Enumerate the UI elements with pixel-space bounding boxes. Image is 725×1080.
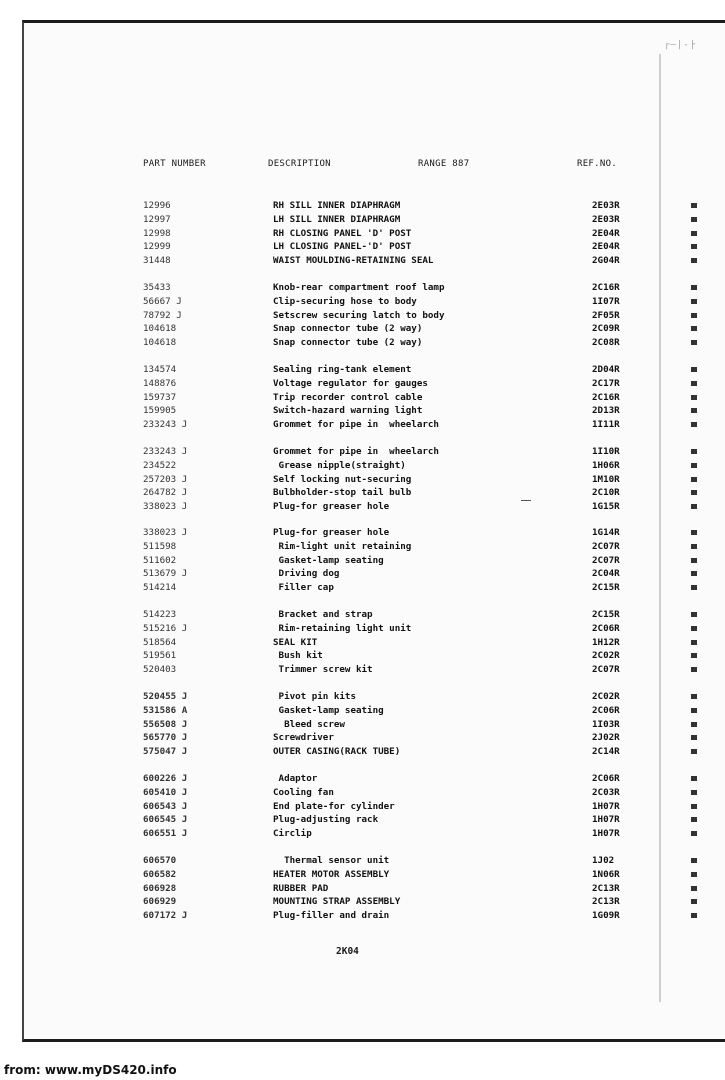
part-number: 511602 — [143, 554, 177, 566]
part-description: Gasket-lamp seating — [273, 554, 384, 566]
ref-number: 1I07R — [592, 295, 620, 307]
stray-mark — [521, 500, 531, 501]
part-number: 565770 J — [143, 732, 188, 744]
ref-number: 2C02R — [592, 650, 620, 662]
adjacent-page-mark — [691, 463, 697, 468]
part-number: 31448 — [143, 255, 171, 266]
part-number: 514214 — [143, 582, 177, 593]
adjacent-page-mark — [691, 258, 697, 263]
part-number: 159737 — [143, 391, 177, 403]
adjacent-page-mark — [691, 381, 697, 386]
adjacent-page-mark — [691, 694, 697, 699]
part-description: Thermal sensor unit — [273, 855, 390, 866]
part-description: Knob-rear compartment roof lamp — [273, 282, 445, 293]
adjacent-page-mark — [691, 913, 697, 918]
ref-number: 1I11R — [592, 419, 620, 430]
ref-number-column — [592, 690, 652, 759]
part-number: 12998 — [143, 227, 171, 239]
part-number: 606570 — [143, 855, 177, 866]
ref-number: 2E03R — [592, 200, 620, 211]
ref-number: 2C08R — [592, 337, 620, 348]
part-number-column — [143, 363, 253, 432]
part-number: 12996 — [143, 200, 171, 211]
ref-number: 1G09R — [592, 910, 620, 921]
part-number: 104618 — [143, 337, 177, 348]
ref-number: 2C07R — [592, 554, 620, 566]
part-number: 556508 J — [143, 718, 188, 730]
adjacent-page-mark — [691, 340, 697, 345]
ref-number: 2C06R — [592, 773, 620, 784]
part-description: RUBBER PAD — [273, 882, 329, 894]
adjacent-page-mark — [691, 504, 697, 509]
ref-number: 2E04R — [592, 241, 620, 253]
part-number: 159905 — [143, 405, 177, 417]
part-description: Bulbholder-stop tail bulb — [273, 487, 412, 499]
adjacent-page-mark — [691, 217, 697, 222]
part-description: Bleed screw — [273, 718, 345, 730]
adjacent-page-mark — [691, 899, 697, 904]
part-number: 257203 J — [143, 473, 188, 485]
ref-number: 2C06R — [592, 704, 620, 716]
part-description: Trip recorder control cable — [273, 391, 423, 403]
adjacent-page-mark — [691, 313, 697, 318]
adjacent-page-mark — [691, 203, 697, 208]
ref-number: 2C16R — [592, 391, 620, 403]
part-description: LH CLOSING PANEL-'D' POST — [273, 241, 412, 253]
part-description: Trimmer screw kit — [273, 664, 373, 675]
part-description: Screwdriver — [273, 732, 334, 744]
adjacent-page-mark — [691, 285, 697, 290]
ref-number-column — [592, 526, 652, 595]
ref-number: 1H06R — [592, 459, 620, 471]
ref-number: 2C03R — [592, 786, 620, 798]
part-description: HEATER MOTOR ASSEMBLY — [273, 868, 390, 880]
part-description: Filler cap — [273, 582, 334, 593]
part-description-column — [273, 445, 518, 514]
part-number: 600226 J — [143, 773, 188, 784]
part-description: Snap connector tube (2 way) — [273, 323, 423, 335]
adjacent-page-mark — [691, 749, 697, 754]
part-description-column — [273, 608, 518, 677]
adjacent-page-mark — [691, 326, 697, 331]
part-number: 35433 — [143, 282, 171, 293]
part-description: SEAL KIT — [273, 636, 318, 648]
part-number: 515216 J — [143, 622, 188, 634]
part-number-column — [143, 281, 253, 350]
part-description: Clip-securing hose to body — [273, 295, 417, 307]
part-description: OUTER CASING(RACK TUBE) — [273, 746, 401, 757]
ref-number: 2F05R — [592, 309, 620, 321]
part-number-column — [143, 199, 253, 268]
part-number: 519561 — [143, 650, 177, 662]
ref-number-column — [592, 363, 652, 432]
part-description: MOUNTING STRAP ASSEMBLY — [273, 896, 401, 908]
part-number: 606543 J — [143, 800, 188, 812]
ref-number: 2C07R — [592, 540, 620, 552]
adjacent-page-mark — [691, 790, 697, 795]
page-fold-edge — [659, 54, 661, 1002]
ref-number: 2E04R — [592, 227, 620, 239]
ref-number: 2C04R — [592, 568, 620, 580]
part-number: 56667 J — [143, 295, 182, 307]
part-number: 148876 — [143, 377, 177, 389]
part-number: 12999 — [143, 241, 171, 253]
adjacent-page-mark — [691, 367, 697, 372]
ref-number-column — [592, 445, 652, 514]
adjacent-page-mark — [691, 886, 697, 891]
ref-number: 1I10R — [592, 446, 620, 457]
part-number: 233243 J — [143, 419, 188, 430]
part-description: RH SILL INNER DIAPHRAGM — [273, 200, 401, 211]
part-number-column — [143, 854, 253, 923]
adjacent-page-mark — [691, 477, 697, 482]
part-number: 513679 J — [143, 568, 188, 580]
ref-number: 2C02R — [592, 691, 620, 702]
adjacent-page-mark — [691, 530, 697, 535]
ref-number: 1I03R — [592, 718, 620, 730]
adjacent-page-mark — [691, 422, 697, 427]
part-number-column — [143, 608, 253, 677]
part-description: LH SILL INNER DIAPHRAGM — [273, 213, 401, 225]
part-number: 518564 — [143, 636, 177, 648]
adjacent-page-mark — [691, 667, 697, 672]
header-ref-no: REF.NO. — [577, 159, 618, 169]
part-description: Grease nipple(straight) — [273, 459, 406, 471]
header-description: DESCRIPTION — [268, 159, 331, 169]
part-number: 234522 — [143, 459, 177, 471]
ref-number: 2C14R — [592, 746, 620, 757]
page-number: 2K04 — [336, 946, 359, 957]
part-number-column — [143, 690, 253, 759]
ref-number: 2C07R — [592, 664, 620, 675]
part-description: Voltage regulator for gauges — [273, 377, 428, 389]
part-number-column — [143, 445, 253, 514]
adjacent-page-mark — [691, 804, 697, 809]
adjacent-page-mark — [691, 585, 697, 590]
ref-number-column — [592, 281, 652, 350]
part-number: 606545 J — [143, 814, 188, 826]
part-description: Adaptor — [273, 773, 318, 784]
adjacent-page-mark — [691, 231, 697, 236]
part-description: Switch-hazard warning light — [273, 405, 423, 417]
adjacent-page-mark — [691, 612, 697, 617]
ref-number-column — [592, 772, 652, 841]
adjacent-page-mark — [691, 244, 697, 249]
part-description: Grommet for pipe in wheelarch — [273, 446, 439, 457]
part-description: Driving dog — [273, 568, 340, 580]
adjacent-page-mark — [691, 449, 697, 454]
ref-number: 2J02R — [592, 732, 620, 744]
part-number: 338023 J — [143, 527, 188, 538]
part-number: 520403 — [143, 664, 177, 675]
ref-number: 2E03R — [592, 213, 620, 225]
source-credit: from: www.myDS420.info — [4, 1063, 177, 1077]
part-number: 531586 A — [143, 704, 188, 716]
part-number: 511598 — [143, 540, 177, 552]
part-description-column — [273, 526, 518, 595]
ref-number: 2C10R — [592, 487, 620, 499]
adjacent-page-mark — [691, 395, 697, 400]
ref-number: 2C15R — [592, 582, 620, 593]
ref-number: 2C15R — [592, 609, 620, 620]
part-number: 514223 — [143, 609, 177, 620]
adjacent-page-mark — [691, 490, 697, 495]
adjacent-page-mark — [691, 776, 697, 781]
ref-number: 1H12R — [592, 636, 620, 648]
part-number: 606582 — [143, 868, 177, 880]
ref-number: 1M10R — [592, 473, 620, 485]
ref-number: 2C16R — [592, 282, 620, 293]
ref-number: 2D13R — [592, 405, 620, 417]
ref-number: 2C13R — [592, 896, 620, 908]
ref-number: 2C06R — [592, 622, 620, 634]
adjacent-page-mark — [691, 653, 697, 658]
part-description-column — [273, 281, 518, 350]
part-description: Plug-for greaser hole — [273, 501, 390, 512]
part-description-column — [273, 690, 518, 759]
adjacent-page-mark — [691, 722, 697, 727]
part-description: Rim-retaining light unit — [273, 622, 412, 634]
adjacent-page-mark — [691, 408, 697, 413]
adjacent-page-mark — [691, 640, 697, 645]
part-description: Bush kit — [273, 650, 323, 662]
part-number: 606929 — [143, 896, 177, 908]
ref-number: 1H07R — [592, 814, 620, 826]
adjacent-page-mark — [691, 708, 697, 713]
part-description-column — [273, 363, 518, 432]
part-description: Self locking nut-securing — [273, 473, 412, 485]
part-description-column — [273, 854, 518, 923]
ref-number: 2C09R — [592, 323, 620, 335]
part-number: 520455 J — [143, 691, 188, 702]
adjacent-page-mark — [691, 299, 697, 304]
part-number: 606551 J — [143, 828, 188, 839]
ref-number: 1N06R — [592, 868, 620, 880]
ref-number: 1G14R — [592, 527, 620, 538]
adjacent-page-mark — [691, 817, 697, 822]
corner-smudge: ┌—│-├ — [664, 40, 697, 50]
part-description: Cooling fan — [273, 786, 334, 798]
part-description-column — [273, 772, 518, 841]
part-description: WAIST MOULDING-RETAINING SEAL — [273, 255, 434, 266]
ref-number-column — [592, 854, 652, 923]
part-description: Pivot pin kits — [273, 691, 356, 702]
part-description: Grommet for pipe in wheelarch — [273, 419, 439, 430]
part-description: Plug-filler and drain — [273, 910, 390, 921]
part-description: Gasket-lamp seating — [273, 704, 384, 716]
ref-number: 1J02 — [592, 855, 615, 866]
part-description: Setscrew securing latch to body — [273, 309, 445, 321]
ref-number: 1H07R — [592, 800, 620, 812]
part-number: 575047 J — [143, 746, 188, 757]
adjacent-page-mark — [691, 571, 697, 576]
part-number: 233243 J — [143, 446, 188, 457]
part-number: 264782 J — [143, 487, 188, 499]
ref-number: 2C13R — [592, 882, 620, 894]
adjacent-page-mark — [691, 558, 697, 563]
ref-number-column — [592, 608, 652, 677]
part-number: 607172 J — [143, 910, 188, 921]
adjacent-page-mark — [691, 858, 697, 863]
adjacent-page-mark — [691, 626, 697, 631]
ref-number: 1G15R — [592, 501, 620, 512]
adjacent-page-mark — [691, 872, 697, 877]
part-number: 606928 — [143, 882, 177, 894]
ref-number: 2D04R — [592, 364, 620, 375]
part-number: 338023 J — [143, 501, 188, 512]
header-range: RANGE 887 — [418, 159, 470, 169]
adjacent-page-mark — [691, 544, 697, 549]
part-description: End plate-for cylinder — [273, 800, 395, 812]
part-description: Circlip — [273, 828, 312, 839]
ref-number-column — [592, 199, 652, 268]
part-description: Rim-light unit retaining — [273, 540, 412, 552]
ref-number: 2G04R — [592, 255, 620, 266]
part-number-column — [143, 526, 253, 595]
ref-number: 2C17R — [592, 377, 620, 389]
part-number: 605410 J — [143, 786, 188, 798]
part-description: Sealing ring-tank element — [273, 364, 412, 375]
part-description: Plug-adjusting rack — [273, 814, 379, 826]
adjacent-page-mark — [691, 831, 697, 836]
part-description: RH CLOSING PANEL 'D' POST — [273, 227, 412, 239]
part-number: 78792 J — [143, 309, 182, 321]
part-description: Snap connector tube (2 way) — [273, 337, 423, 348]
header-part-number: PART NUMBER — [143, 159, 206, 169]
part-number-column — [143, 772, 253, 841]
part-number: 104618 — [143, 323, 177, 335]
part-description: Bracket and strap — [273, 609, 373, 620]
part-description: Plug-for greaser hole — [273, 527, 390, 538]
part-description-column — [273, 199, 518, 268]
adjacent-page-mark — [691, 735, 697, 740]
part-number: 134574 — [143, 364, 177, 375]
part-number: 12997 — [143, 213, 171, 225]
ref-number: 1H07R — [592, 828, 620, 839]
